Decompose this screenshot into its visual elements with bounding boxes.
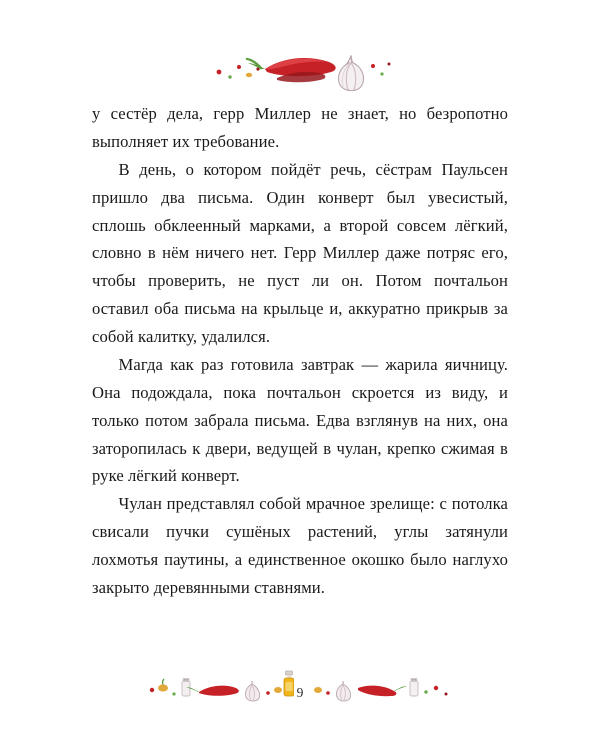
paragraph: Магда как раз готовила завтрак — жарила яичницу. Она подождала, пока почтальон скроется из виду, и только потом забрала письма. Едва взглянув на них, она заторопилась к двери, ведущей в чулан, крепко сжимая в руке лёгкий конверт. [92, 354, 508, 486]
chili-pepper-garlic-ornament [205, 36, 395, 92]
page-number: 9 [296, 685, 304, 701]
header-ornament [92, 0, 508, 100]
paragraph: у сестёр дела, герр Миллер не знает, но безропотно выполняет их требование. [92, 104, 508, 151]
paragraph: В день, о котором пойдёт речь, сёстрам Паульсен пришло два письма. Один конверт был увесистый, сплошь обклеенный марками, а второй совсем лёгкий, словно в нём ничего нет. Герр Миллер даже потряс его, чтобы проверить, не пуст ли он. Потом почтальон оставил оба письма на крыльце и, аккуратно прикрыв за собой калитку, удалился. [92, 159, 508, 346]
spices-ornament-right [306, 666, 456, 706]
spices-ornament-left [144, 666, 294, 706]
page-body-text [92, 100, 508, 602]
page-footer [0, 666, 600, 706]
paragraph: Чулан представлял собой мрачное зрелище: с потолка свисали пучки сушёных растений, углы затянули лохмотья паутины, а единственное окошко было наглухо закрыто деревянными ставнями. [92, 494, 508, 597]
